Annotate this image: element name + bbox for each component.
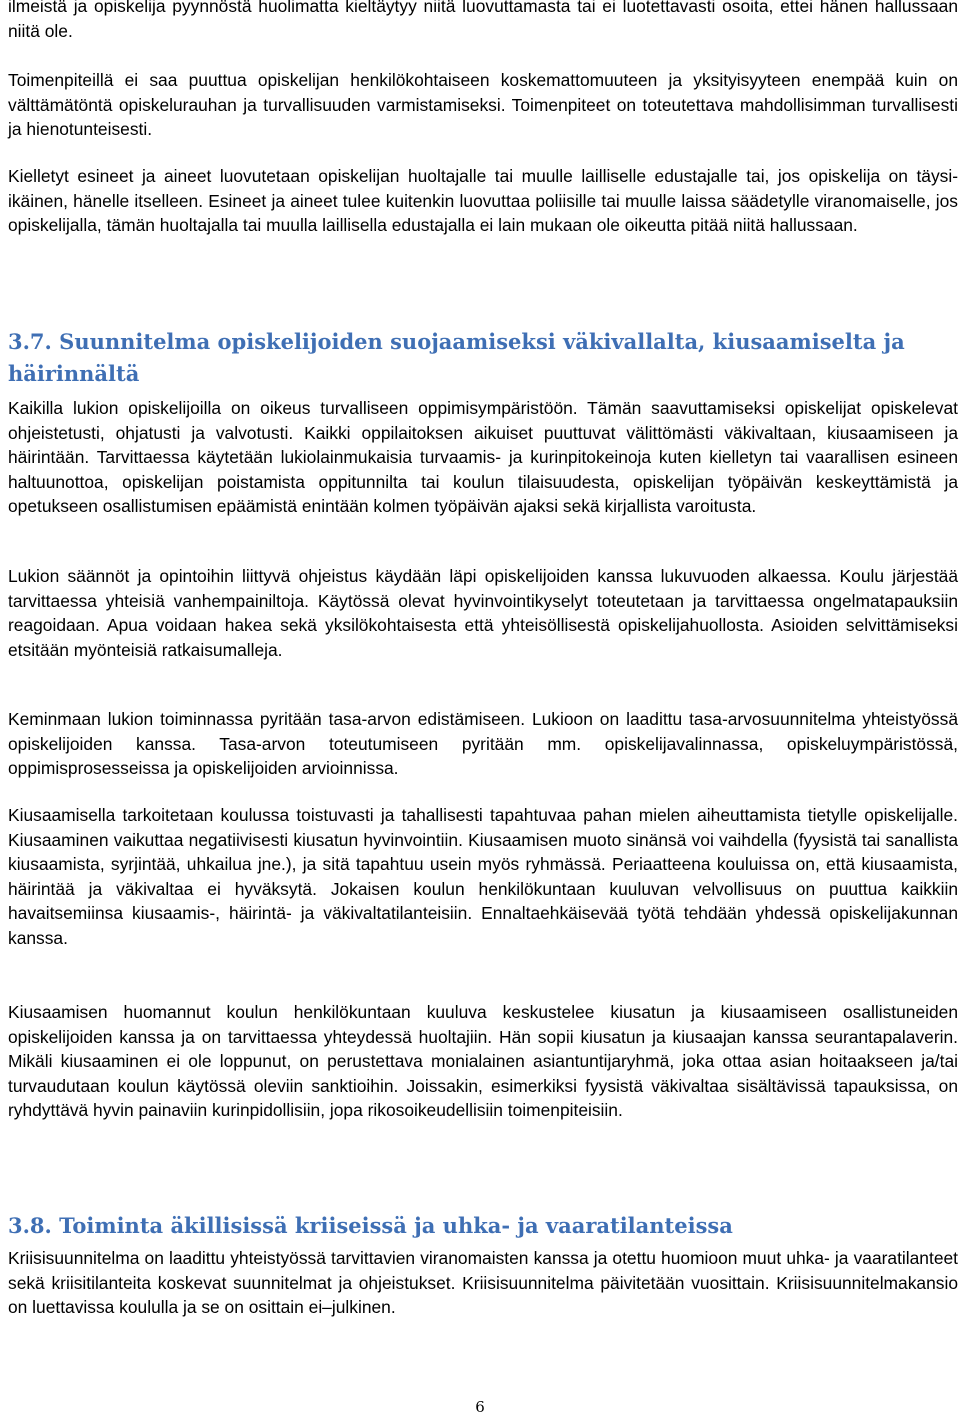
- paragraph-bullying-definition: Kiusaamisella tarkoitetaan koulussa toistuvasti ja tahallisesti tapahtuvaa pahan mielen aiheuttamista tietylle opiskelijalle. Kiusaaminen vaikuttaa negatiivisesti kiusatun hyvinvointiin. Kiusaamisen muoto sinänsä voi vaihdella (fyysistä tai sanallista kiusaamista, syrjintää, uhkailua jne.), ja sitä tapahtuu usein myös ryhmässä. Periaatteena kouluissa on, että kiusaamista, häirintää ja väkivaltaa ei hyväksytä. Jokaisen koulun henkilökuntaan kuuluvan velvollisuus on puuttua kaikkiin havaitsemiinsa kiusaamis-, häirintä- ja väkivaltatilanteisiin. Ennaltaehkäisevää työtä tehdään yhdessä opiskelijakunnan kanssa.: [8, 805, 958, 948]
- paragraph-confiscated-items: Kielletyt esineet ja aineet luovutetaan opiskelijan huoltajalle tai muulle lailliselle edustajalle tai, jos opiskelija on täysi-ikäinen, hänelle itselleen. Esineet ja aineet tulee kuitenkin luovuttaa poliisille tai muulle laissa säädetylle viranomaiselle, jos opiskelijalla, tämän huoltajalla tai muulla laillisella edustajalla ei lain mukaan ole oikeutta pitää niitä hallussaan.: [8, 166, 958, 235]
- paragraph-safe-environment: Kaikilla lukion opiskelijoilla on oikeus turvalliseen oppimisympäristöön. Tämän saavuttamiseksi opiskelijat opiskelevat ohjeistetusti, ohjatusti ja valvotusti. Kaikki oppilaitoksen aikuiset puuttuvat välittömästi väkivaltaan, kiusaamiseen ja häirintään. Tarvittaessa käytetään lukiolainmukaisia turvaamis- ja kurinpitokeinoja kuten kielletyn tai vaarallisen esineen haltuunottoa, opiskelijan poistamista oppitunnilta tai koulun tilaisuudesta, opiskelijan työpäivän keskeyttämistä ja opetukseen osallistumisen epäämistä enintään kolmen työpäivän ajaksi sekä kirjallista varoitusta.: [8, 398, 958, 516]
- paragraph-measures-privacy: Toimenpiteillä ei saa puuttua opiskelijan henkilökohtaiseen koskemattomuuteen ja yksityisyyteen enempää kuin on välttämätöntä opiskelurauhan ja turvallisuuden varmistamiseksi. Toimenpiteet on toteutettava mahdollisimman turvallisesti ja hienotunteisesti.: [8, 70, 958, 139]
- paragraph-rules-guidance: Lukion säännöt ja opintoihin liittyvä ohjeistus käydään läpi opiskelijoiden kanssa lukuvuoden alkaessa. Koulu järjestää tarvittaessa yhteisiä vanhempainiltoja. Käytössä olevat hyvinvointikyselyt toteutetaan ja tarvittaessa ongelmatapauksiin reagoidaan. Apua voidaan hakea sekä yksilökohtaisesta että yhteisöllisestä opiskelijahuollosta. Asioiden selvittämiseksi etsitään myönteisiä ratkaisumalleja.: [8, 566, 958, 660]
- paragraph-item-surrender: ilmeistä ja opiskelija pyynnöstä huolimatta kieltäytyy niitä luovuttamasta tai ei luotettavasti osoita, ettei hänen hallussaan niitä ole.: [8, 0, 958, 41]
- paragraph-crisis-plan: Kriisisuunnitelma on laadittu yhteistyössä tarvittavien viranomaisten kanssa ja otettu huomioon muut uhka- ja vaaratilanteet sekä kriisitilanteita koskevat suunnitelmat ja ohjeistukset. Kriisisuunnitelma päivitetään vuosittain. Kriisisuunnitelmakansio on luettavissa koululla ja se on osittain ei–julkinen.: [8, 1248, 958, 1317]
- section-heading-3-7: 3.7. Suunnitelma opiskelijoiden suojaamiseksi väkivallalta, kiusaamiselta ja häirinnältä: [8, 329, 905, 386]
- paragraph-bullying-response: Kiusaamisen huomannut koulun henkilökuntaan kuuluva keskustelee kiusatun ja kiusaamiseen osallistuneiden opiskelijoiden kanssa ja on tarvittaessa yhteydessä huoltajiin. Hän sopii kiusatun ja kiusaajan kanssa seurantapalaverin. Mikäli kiusaaminen ei ole loppunut, on perustettava monialainen asiantuntijaryhmä, joka ottaa asian hoitaakseen ja/tai turvaudutaan koulun käytössä oleviin sanktioihin. Joissakin, esimerkiksi fyysistä väkivaltaa sisältävissä tapauksissa, on ryhdyttävä hyvin painaviin kurinpidollisiin, jopa rikosoikeudellisiin toimenpiteisiin.: [8, 1002, 958, 1120]
- page-number: 6: [475, 1398, 485, 1416]
- paragraph-equality: Keminmaan lukion toiminnassa pyritään tasa-arvon edistämiseen. Lukioon on laadittu tasa-arvosuunnitelma yhteistyössä opiskelijoiden kanssa. Tasa-arvon toteutumiseen pyritään mm. opiskelijavalinnassa, opiskeluympäristössä, oppimisprosesseissa ja opiskelijoiden arvioinnissa.: [8, 709, 958, 778]
- section-heading-3-8: 3.8. Toiminta äkillisissä kriiseissä ja uhka- ja vaaratilanteissa: [8, 1213, 733, 1238]
